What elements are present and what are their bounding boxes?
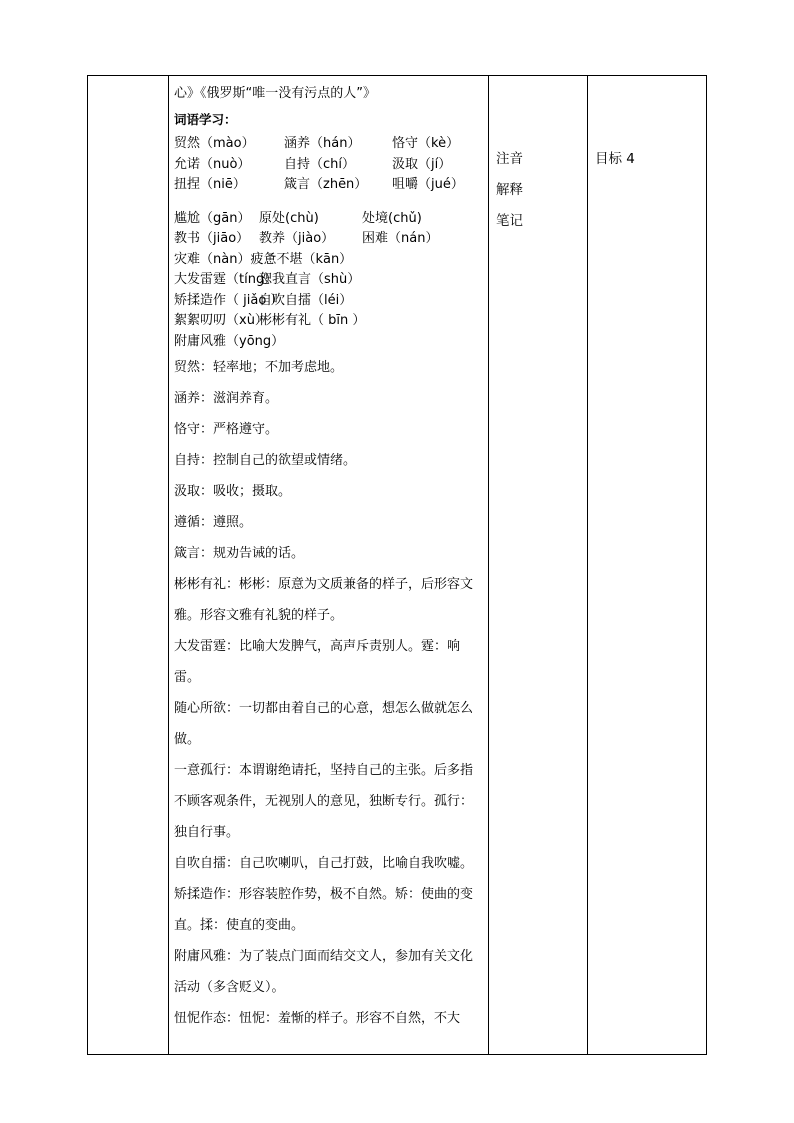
vocab-item: 原处(chù) [259,210,319,226]
definitions-block [174,352,484,1034]
vocab-item: 教养（jiào） [259,231,335,246]
definition-item: 矫揉造作：形容装腔作势，极不自然。矫：使曲的变直。揉：使直的变曲。 [174,887,474,933]
vocab-item: 大发雷霆（tíng） [174,272,278,287]
section-heading: 词语学习： [174,112,237,127]
vocab-item: 箴言（zhēn） [284,177,368,192]
vocab-row [174,332,484,353]
vocab-item: 困难（nán） [362,231,439,246]
target-cell [588,76,707,1055]
vocab-item: 处境(chǔ) [362,210,422,226]
definition-item: 遵循：遵照。 [174,515,253,530]
definition-item: 涵养：滋润养育。 [174,391,279,406]
vocab-item: 矫揉造作（ jiǎo ） [174,292,284,308]
definition-item: 汲取：吸收；摄取。 [174,484,292,499]
vocab-item: 恕我直言（shù） [259,272,361,287]
empty-cell [88,76,169,1055]
vocab-row [174,229,484,250]
definition-item: 贸然：轻率地；不加考虑地。 [174,360,344,375]
vocab-item: 尴尬（gān） [174,210,251,226]
definition-item: 箴言：规劝告诫的话。 [174,546,305,561]
vocab-item: 自吹自擂（léi） [259,292,353,308]
definition-item: 一意孤行：本谓谢绝请托，坚持自己的主张。后多指不顾客观条件，无视别人的意见，独断专行。孤行：独自行事。 [174,763,474,840]
activity-cell [489,76,588,1055]
vocab-item: 恪守（kè） [392,136,460,151]
vocab-row [174,175,484,196]
table-row [88,76,707,1055]
definition-item: 忸怩作态：忸怩：羞惭的样子。形容不自然，不大 [174,1011,461,1026]
activity-item: 解释 [496,182,523,198]
title-line: 心》《俄罗斯“唯一没有污点的人”》 [174,86,376,101]
vocab-item: 絮絮叨叨（xù） [174,313,268,328]
lesson-plan-table [87,75,707,1055]
vocab-item: 灾难（nàn）疲惫不堪（kān） [174,251,353,267]
definition-item: 附庸风雅：为了装点门面而结交文人，参加有关文化活动（多含贬义）。 [174,949,474,995]
vocab-item: 扭捏（niē） [174,177,246,192]
vocab-item: 彬彬有礼（ bīn ） [259,313,366,328]
definition-item: 大发雷霆：比喻大发脾气，高声斥责别人。霆：响雷。 [174,639,461,685]
vocab-row [174,155,484,176]
vocab-item: 允诺（nuò） [174,156,251,172]
vocab-item: 汲取（jí） [392,156,452,172]
vocab-row [174,250,484,271]
vocab-block-1 [174,134,484,196]
vocab-item: 贸然（mào） [174,136,255,151]
definition-item: 自持：控制自己的欲望或情绪。 [174,453,357,468]
vocab-item: 教书（jiāo） [174,231,250,246]
vocab-item: 自持（chí） [284,156,355,172]
vocab-item: 涵养（hán） [284,136,361,151]
vocab-row [174,270,484,291]
vocab-row [174,311,484,332]
definition-item: 随心所欲：一切都由着自己的心意，想怎么做就怎么做。 [174,701,474,747]
vocab-block-2 [174,209,484,353]
definition-item: 自吹自擂：自己吹喇叭，自己打鼓，比喻自我吹嘘。 [174,856,474,871]
vocab-row [174,209,484,230]
vocab-item: 附庸风雅（yōng） [174,333,285,349]
activity-item: 笔记 [496,213,523,229]
vocab-row [174,134,484,155]
content-cell [169,76,489,1055]
vocab-row [174,291,484,312]
target-label: 目标 4 [595,151,635,167]
definition-item: 彬彬有礼：彬彬：原意为文质兼备的样子，后形容文雅。形容文雅有礼貌的样子。 [174,577,474,623]
vocab-item: 咀嚼（jué） [392,177,464,192]
activity-item: 注音 [496,151,523,167]
definition-item: 恪守：严格遵守。 [174,422,279,437]
